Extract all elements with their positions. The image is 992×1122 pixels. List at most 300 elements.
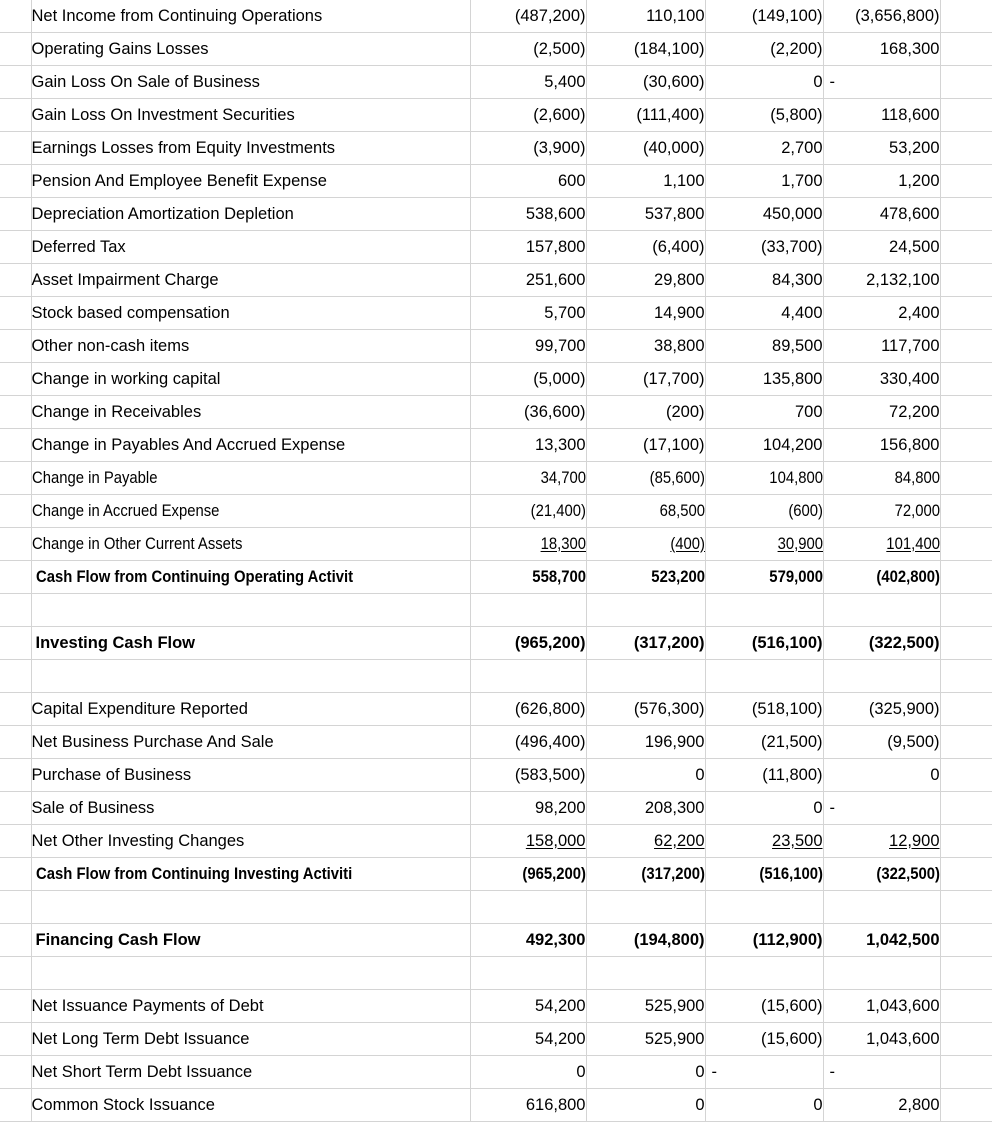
value-cell[interactable] [705,891,823,924]
value-cell[interactable] [823,825,940,858]
value-text: (194,800) [633,930,705,949]
value-cell[interactable] [470,297,586,330]
value-text: 1,042,500 [866,930,940,949]
row-label-cell[interactable] [31,66,470,99]
value-cell[interactable] [823,99,940,132]
row-trailing-cell[interactable] [940,33,992,66]
value-text: 492,300 [525,930,586,949]
row-label-text: Depreciation Amortization Depletion [31,204,294,223]
value-cell[interactable] [470,198,586,231]
value-cell[interactable] [705,792,823,825]
value-text: (5,800) [770,105,823,124]
row-trailing-cell[interactable] [940,165,992,198]
row-label-cell[interactable] [31,495,470,528]
row-trailing-cell[interactable] [940,1056,992,1089]
value-cell[interactable] [586,462,705,495]
value-cell[interactable] [823,891,940,924]
value-cell[interactable] [586,924,705,957]
row-label-text: Net Income from Continuing Operations [31,6,323,25]
value-cell[interactable] [705,462,823,495]
value-cell[interactable] [470,1056,586,1089]
row-trailing-cell[interactable] [940,231,992,264]
value-cell[interactable] [705,363,823,396]
row-trailing-cell[interactable] [940,957,992,990]
value-cell[interactable] [705,858,823,891]
value-cell[interactable] [823,561,940,594]
value-cell[interactable] [705,759,823,792]
value-cell[interactable] [586,627,705,660]
value-cell[interactable] [586,693,705,726]
value-text: (325,900) [868,699,940,718]
value-cell[interactable] [823,528,940,561]
value-cell[interactable] [470,363,586,396]
value-cell[interactable] [470,924,586,957]
value-text: (317,200) [633,633,705,652]
row-gutter-cell[interactable] [0,132,31,165]
row-label-cell[interactable] [31,1089,470,1122]
value-cell[interactable] [823,363,940,396]
table-row [0,924,992,957]
value-text: 600 [557,171,586,190]
row-gutter-cell[interactable] [0,792,31,825]
row-gutter-cell[interactable] [0,1056,31,1089]
value-cell[interactable] [705,1023,823,1056]
table-row [0,528,992,561]
value-cell[interactable] [823,231,940,264]
row-gutter-cell[interactable] [0,264,31,297]
value-cell[interactable] [823,726,940,759]
value-text: 208,300 [644,798,705,817]
value-text: 38,800 [654,336,705,355]
value-text: - [829,72,835,91]
row-gutter-cell[interactable] [0,165,31,198]
value-cell[interactable] [823,1023,940,1056]
value-cell[interactable] [470,132,586,165]
value-cell[interactable] [470,561,586,594]
row-label-cell[interactable] [31,429,470,462]
value-cell[interactable] [823,297,940,330]
value-cell[interactable] [823,165,940,198]
value-cell[interactable] [586,1056,705,1089]
value-cell[interactable] [586,957,705,990]
value-text: 450,000 [762,204,823,223]
row-label-cell[interactable] [31,198,470,231]
table-row [0,1089,992,1122]
value-cell[interactable] [823,429,940,462]
row-label-cell[interactable] [31,528,470,561]
row-gutter-cell[interactable] [0,627,31,660]
value-cell[interactable] [470,627,586,660]
row-label-cell[interactable] [31,1023,470,1056]
row-label-cell[interactable] [31,99,470,132]
value-cell[interactable] [823,0,940,33]
row-gutter-cell[interactable] [0,297,31,330]
row-label-cell[interactable] [31,726,470,759]
row-trailing-cell[interactable] [940,0,992,33]
value-cell[interactable] [823,495,940,528]
value-cell[interactable] [705,429,823,462]
value-cell[interactable] [823,66,940,99]
row-trailing-cell[interactable] [940,759,992,792]
row-label-text: Net Business Purchase And Sale [31,732,274,751]
value-cell[interactable] [823,693,940,726]
row-label-cell[interactable] [31,957,470,990]
row-label-text: Change in Accrued Expense [31,501,219,520]
row-gutter-cell[interactable] [0,0,31,33]
value-cell[interactable] [470,462,586,495]
value-cell[interactable] [705,297,823,330]
value-cell[interactable] [705,627,823,660]
row-label-cell[interactable] [31,858,470,891]
row-label-text: Other non-cash items [31,336,190,355]
row-label-text: Financing Cash Flow [35,930,201,949]
row-trailing-cell[interactable] [940,264,992,297]
value-cell[interactable] [470,891,586,924]
value-text: 196,900 [644,732,705,751]
value-text: 104,200 [762,435,823,454]
value-cell[interactable] [823,1056,940,1089]
row-gutter-cell[interactable] [0,1023,31,1056]
value-cell[interactable] [705,1089,823,1122]
value-cell[interactable] [705,330,823,363]
row-label-text: Cash Flow from Continuing Investing Activiti [35,864,352,883]
value-cell[interactable] [470,396,586,429]
value-cell[interactable] [586,99,705,132]
value-cell[interactable] [586,825,705,858]
value-cell[interactable] [586,495,705,528]
row-gutter-cell[interactable] [0,924,31,957]
value-cell[interactable] [586,231,705,264]
row-label-cell[interactable] [31,693,470,726]
value-cell[interactable] [470,429,586,462]
row-label-cell[interactable] [31,759,470,792]
value-cell[interactable] [470,0,586,33]
value-cell[interactable] [586,528,705,561]
value-cell[interactable] [586,66,705,99]
value-text: 0 [813,1095,823,1114]
value-cell[interactable] [705,660,823,693]
row-label-cell[interactable] [31,1056,470,1089]
row-label-cell[interactable] [31,231,470,264]
value-cell[interactable] [470,990,586,1023]
value-text: 101,400 [885,534,940,553]
value-cell[interactable] [823,858,940,891]
value-cell[interactable] [823,627,940,660]
value-cell[interactable] [705,396,823,429]
value-cell[interactable] [705,0,823,33]
table-row [0,693,992,726]
value-cell[interactable] [705,528,823,561]
row-label-cell[interactable] [31,0,470,33]
value-text: (583,500) [514,765,586,784]
table-row [0,264,992,297]
row-trailing-cell[interactable] [940,528,992,561]
value-cell[interactable] [705,990,823,1023]
row-label-cell[interactable] [31,660,470,693]
value-cell[interactable] [705,165,823,198]
value-cell[interactable] [586,792,705,825]
row-label-cell[interactable] [31,462,470,495]
table-row [0,396,992,429]
row-trailing-cell[interactable] [940,792,992,825]
value-text: (487,200) [514,6,586,25]
row-gutter-cell[interactable] [0,495,31,528]
value-cell[interactable] [470,825,586,858]
row-label-cell[interactable] [31,132,470,165]
value-cell[interactable] [705,1056,823,1089]
row-gutter-cell[interactable] [0,858,31,891]
row-trailing-cell[interactable] [940,825,992,858]
row-label-cell[interactable] [31,825,470,858]
row-label-cell[interactable] [31,792,470,825]
row-trailing-cell[interactable] [940,891,992,924]
value-cell[interactable] [823,396,940,429]
value-cell[interactable] [470,594,586,627]
value-text: 110,100 [646,6,705,25]
value-text: 53,200 [889,138,940,157]
row-label-cell[interactable] [31,891,470,924]
row-label-cell[interactable] [31,363,470,396]
value-cell[interactable] [705,957,823,990]
row-gutter-cell[interactable] [0,462,31,495]
value-cell[interactable] [586,429,705,462]
row-gutter-cell[interactable] [0,528,31,561]
row-gutter-cell[interactable] [0,759,31,792]
row-trailing-cell[interactable] [940,924,992,957]
row-label-text: Common Stock Issuance [31,1095,215,1114]
row-trailing-cell[interactable] [940,198,992,231]
value-cell[interactable] [823,759,940,792]
row-gutter-cell[interactable] [0,891,31,924]
row-gutter-cell[interactable] [0,66,31,99]
value-cell[interactable] [586,198,705,231]
row-label-cell[interactable] [31,990,470,1023]
value-cell[interactable] [586,759,705,792]
row-label-cell[interactable] [31,297,470,330]
value-cell[interactable] [823,264,940,297]
row-trailing-cell[interactable] [940,66,992,99]
value-cell[interactable] [470,231,586,264]
value-cell[interactable] [586,396,705,429]
row-gutter-cell[interactable] [0,660,31,693]
value-cell[interactable] [705,726,823,759]
row-trailing-cell[interactable] [940,726,992,759]
value-cell[interactable] [586,561,705,594]
value-cell[interactable] [823,198,940,231]
row-gutter-cell[interactable] [0,693,31,726]
value-cell[interactable] [586,132,705,165]
value-cell[interactable] [823,660,940,693]
value-cell[interactable] [705,132,823,165]
row-trailing-cell[interactable] [940,495,992,528]
row-gutter-cell[interactable] [0,561,31,594]
row-trailing-cell[interactable] [940,396,992,429]
value-cell[interactable] [823,330,940,363]
value-text: (11,800) [762,765,823,784]
row-trailing-cell[interactable] [940,363,992,396]
value-cell[interactable] [586,330,705,363]
row-label-cell[interactable] [31,396,470,429]
value-text: (21,400) [530,501,586,520]
value-cell[interactable] [470,99,586,132]
row-trailing-cell[interactable] [940,858,992,891]
table-row [0,495,992,528]
value-cell[interactable] [470,726,586,759]
row-gutter-cell[interactable] [0,396,31,429]
row-gutter-cell[interactable] [0,363,31,396]
row-gutter-cell[interactable] [0,99,31,132]
row-trailing-cell[interactable] [940,462,992,495]
table-row [0,825,992,858]
value-cell[interactable] [705,264,823,297]
value-cell[interactable] [470,858,586,891]
row-trailing-cell[interactable] [940,594,992,627]
value-cell[interactable] [586,594,705,627]
value-cell[interactable] [823,462,940,495]
row-trailing-cell[interactable] [940,693,992,726]
row-trailing-cell[interactable] [940,429,992,462]
row-gutter-cell[interactable] [0,231,31,264]
value-cell[interactable] [470,792,586,825]
value-cell[interactable] [586,858,705,891]
value-cell[interactable] [705,231,823,264]
row-gutter-cell[interactable] [0,990,31,1023]
value-cell[interactable] [586,33,705,66]
value-cell[interactable] [586,660,705,693]
value-text: 5,400 [544,72,586,91]
row-gutter-cell[interactable] [0,198,31,231]
row-label-text: Cash Flow from Continuing Operating Activit [35,567,353,586]
value-cell[interactable] [705,561,823,594]
row-label-cell[interactable] [31,561,470,594]
value-cell[interactable] [823,33,940,66]
value-cell[interactable] [586,1089,705,1122]
value-cell[interactable] [586,726,705,759]
value-cell[interactable] [586,891,705,924]
row-label-cell[interactable] [31,924,470,957]
value-cell[interactable] [470,660,586,693]
value-text: 54,200 [535,996,586,1015]
table-row [0,594,992,627]
value-text: 558,700 [531,567,586,586]
row-label-text: Net Issuance Payments of Debt [31,996,264,1015]
value-cell[interactable] [705,99,823,132]
row-trailing-cell[interactable] [940,990,992,1023]
value-cell[interactable] [470,1089,586,1122]
value-cell[interactable] [470,66,586,99]
value-cell[interactable] [823,924,940,957]
value-cell[interactable] [823,957,940,990]
value-cell[interactable] [470,1023,586,1056]
value-cell[interactable] [823,1089,940,1122]
value-text: (2,600) [533,105,586,124]
value-text: 2,132,100 [866,270,940,289]
value-cell[interactable] [705,924,823,957]
table-row [0,891,992,924]
row-label-text: Pension And Employee Benefit Expense [31,171,327,190]
row-label-cell[interactable] [31,330,470,363]
row-gutter-cell[interactable] [0,429,31,462]
row-trailing-cell[interactable] [940,1089,992,1122]
row-gutter-cell[interactable] [0,957,31,990]
row-label-cell[interactable] [31,165,470,198]
row-label-text: Change in Other Current Assets [31,534,242,553]
value-cell[interactable] [586,0,705,33]
table-row [0,792,992,825]
row-gutter-cell[interactable] [0,594,31,627]
table-row [0,198,992,231]
value-cell[interactable] [586,264,705,297]
table-row [0,363,992,396]
value-cell[interactable] [470,528,586,561]
value-cell[interactable] [470,495,586,528]
value-cell[interactable] [823,990,940,1023]
value-cell[interactable] [470,693,586,726]
value-cell[interactable] [470,957,586,990]
value-text: 30,900 [777,534,823,553]
value-cell[interactable] [470,330,586,363]
row-trailing-cell[interactable] [940,297,992,330]
row-trailing-cell[interactable] [940,660,992,693]
value-text: 0 [813,72,823,91]
value-cell[interactable] [705,33,823,66]
value-cell[interactable] [705,825,823,858]
value-cell[interactable] [823,132,940,165]
value-cell[interactable] [586,297,705,330]
row-gutter-cell[interactable] [0,330,31,363]
row-label-cell[interactable] [31,33,470,66]
row-trailing-cell[interactable] [940,627,992,660]
value-cell[interactable] [705,693,823,726]
value-cell[interactable] [586,165,705,198]
row-gutter-cell[interactable] [0,33,31,66]
row-label-cell[interactable] [31,627,470,660]
value-cell[interactable] [705,66,823,99]
row-gutter-cell[interactable] [0,1089,31,1122]
value-cell[interactable] [823,594,940,627]
row-gutter-cell[interactable] [0,726,31,759]
value-text: 1,100 [663,171,705,190]
row-trailing-cell[interactable] [940,1023,992,1056]
value-cell[interactable] [705,594,823,627]
row-trailing-cell[interactable] [940,132,992,165]
value-text: 89,500 [772,336,823,355]
value-text: 84,300 [772,270,823,289]
value-cell[interactable] [823,792,940,825]
row-trailing-cell[interactable] [940,99,992,132]
table-row [0,66,992,99]
value-cell[interactable] [470,759,586,792]
value-cell[interactable] [705,198,823,231]
value-text: (111,400) [636,105,705,124]
value-text: 84,800 [894,468,940,487]
value-cell[interactable] [470,264,586,297]
row-label-cell[interactable] [31,594,470,627]
row-trailing-cell[interactable] [940,330,992,363]
row-label-text: Stock based compensation [31,303,230,322]
value-cell[interactable] [470,165,586,198]
row-label-cell[interactable] [31,264,470,297]
value-text: 5,700 [544,303,586,322]
value-cell[interactable] [586,990,705,1023]
value-cell[interactable] [705,495,823,528]
value-cell[interactable] [586,1023,705,1056]
value-text: (6,400) [652,237,705,256]
value-cell[interactable] [470,33,586,66]
row-gutter-cell[interactable] [0,825,31,858]
value-cell[interactable] [586,363,705,396]
row-trailing-cell[interactable] [940,561,992,594]
